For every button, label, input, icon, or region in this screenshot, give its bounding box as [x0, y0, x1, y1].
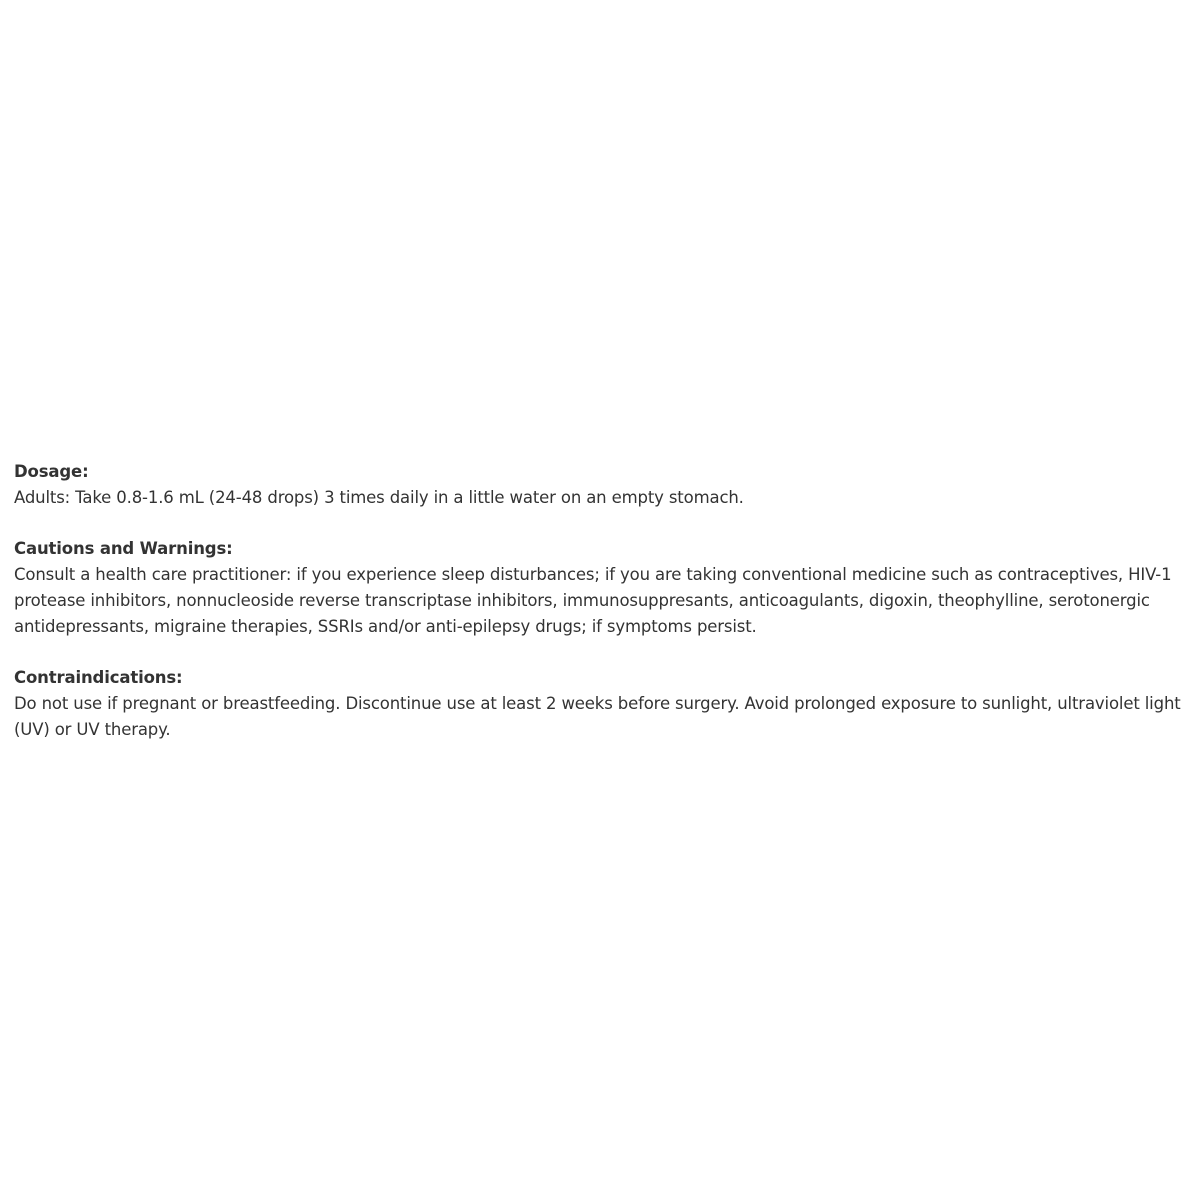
dosage-heading: Dosage:	[14, 462, 89, 481]
cautions-heading: Cautions and Warnings:	[14, 539, 233, 558]
cautions-section	[14, 536, 1196, 640]
product-info-content	[14, 459, 1196, 768]
contraindications-section	[14, 665, 1196, 743]
dosage-section	[14, 459, 1196, 511]
contraindications-text: Do not use if pregnant or breastfeeding. Discontinue use at least 2 weeks before surgery. Avoid prolonged exposure to sunlight, ultraviolet light (UV) or UV therapy.	[14, 694, 1181, 739]
dosage-text: Adults: Take 0.8-1.6 mL (24-48 drops) 3 times daily in a little water on an empty stomach.	[14, 488, 744, 507]
cautions-text: Consult a health care practitioner: if you experience sleep disturbances; if you are taking conventional medicine such as contraceptives, HIV-1 protease inhibitors, nonnucleoside reverse transcriptase inhibitors, immunosuppresants, anticoagulants, digoxin, theophylline, serotonergic antidepressants, migraine therapies, SSRIs and/or anti-epilepsy drugs; if symptoms persist.	[14, 565, 1172, 636]
contraindications-heading: Contraindications:	[14, 668, 183, 687]
